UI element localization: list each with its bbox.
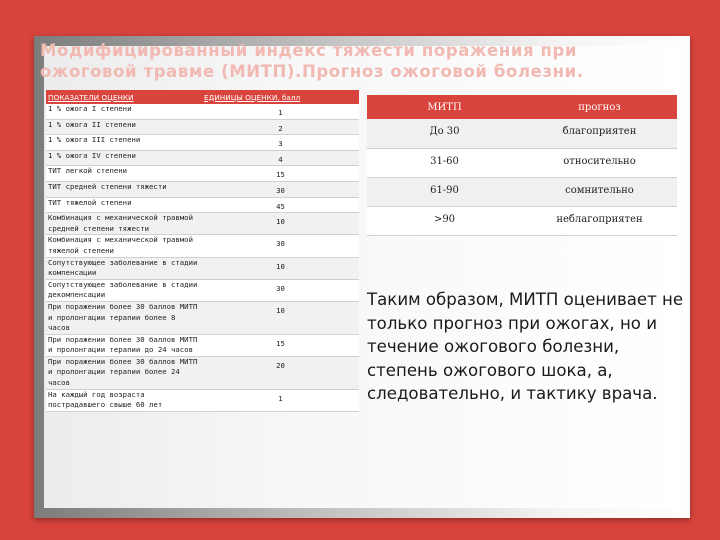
scoring-points: 20: [202, 356, 359, 389]
scoring-indicator: Комбинация с механической травмой тяжелой степени: [46, 235, 202, 257]
scoring-row: [46, 235, 359, 257]
scoring-row: [46, 334, 359, 356]
scoring-indicator: ТИТ средней степени тяжести: [46, 181, 202, 197]
prognosis-header-mitp: МИТП: [367, 95, 522, 119]
prognosis-row: [367, 206, 677, 235]
scoring-indicator: 1 % ожога III степени: [46, 135, 202, 151]
prognosis-table: [367, 95, 677, 236]
prognosis-row: [367, 148, 677, 177]
scoring-row: [46, 197, 359, 213]
prognosis-value: благоприятен: [522, 119, 677, 148]
scoring-row: [46, 213, 359, 235]
scoring-indicator: 1 % ожога I степени: [46, 104, 202, 119]
scoring-row: [46, 301, 359, 334]
scoring-points: 10: [202, 301, 359, 334]
scoring-indicator: Комбинация с механической травмой средней степени тяжести: [46, 213, 202, 235]
scoring-points: 30: [202, 235, 359, 257]
scoring-header-units: ЕДИНИЦЫ ОЦЕНКИ, балл: [202, 90, 359, 104]
scoring-points: 30: [202, 181, 359, 197]
scoring-indicator: 1 % ожога II степени: [46, 119, 202, 135]
prognosis-value: относительно: [522, 148, 677, 177]
scoring-indicator: 1 % ожога IV степени: [46, 150, 202, 166]
scoring-indicator: Сопутствующее заболевание в стадии декомпенсации: [46, 279, 202, 301]
scoring-points: 1: [202, 104, 359, 119]
scoring-row: [46, 135, 359, 151]
slide-title: Модифицированный индекс тяжести поражения при ожоговой травме (МИТП).Прогноз ожоговой болезни.: [40, 41, 584, 81]
prognosis-value: сомнительно: [522, 177, 677, 206]
scoring-indicator: При поражении более 30 баллов МИТП и пролонгации терапии более 24 часов: [46, 356, 202, 389]
scoring-points: 45: [202, 197, 359, 213]
scoring-points: 1: [202, 389, 359, 411]
scoring-table: [46, 90, 359, 412]
prognosis-value: неблагоприятен: [522, 206, 677, 235]
scoring-indicator: ТИТ легкой степени: [46, 166, 202, 182]
scoring-row: [46, 389, 359, 411]
scoring-points: 10: [202, 213, 359, 235]
scoring-row: [46, 356, 359, 389]
scoring-header-indicator: ПОКАЗАТЕЛИ ОЦЕНКИ: [46, 90, 202, 104]
scoring-points: 4: [202, 150, 359, 166]
scoring-table-body: [46, 104, 359, 411]
scoring-table-header: [46, 90, 359, 104]
prognosis-mitp-range: >90: [367, 206, 522, 235]
prognosis-mitp-range: До 30: [367, 119, 522, 148]
prognosis-mitp-range: 61-90: [367, 177, 522, 206]
conclusion-text: Таким образом, МИТП оценивает не только прогноз при ожогах, но и течение ожогового болезни, степень ожогового шока, а, следовательно, и тактику врача.: [367, 290, 684, 403]
scoring-points: 15: [202, 334, 359, 356]
scoring-row: [46, 166, 359, 182]
scoring-points: 2: [202, 119, 359, 135]
scoring-row: [46, 279, 359, 301]
scoring-row: [46, 104, 359, 119]
scoring-row: [46, 257, 359, 279]
scoring-row: [46, 150, 359, 166]
scoring-points: 15: [202, 166, 359, 182]
scoring-indicator: ТИТ тяжелой степени: [46, 197, 202, 213]
scoring-row: [46, 119, 359, 135]
prognosis-header-prognosis: прогноз: [522, 95, 677, 119]
scoring-points: 30: [202, 279, 359, 301]
scoring-points: 3: [202, 135, 359, 151]
prognosis-mitp-range: 31-60: [367, 148, 522, 177]
prognosis-table-header: [367, 95, 677, 119]
scoring-indicator: При поражении более 30 баллов МИТП и пролонгации терапии до 24 часов: [46, 334, 202, 356]
prognosis-row: [367, 177, 677, 206]
scoring-row: [46, 181, 359, 197]
scoring-indicator: Сопутствующее заболевание в стадии компенсации: [46, 257, 202, 279]
scoring-indicator: На каждый год возраста пострадавшего свыше 60 лет: [46, 389, 202, 411]
scoring-points: 10: [202, 257, 359, 279]
scoring-indicator: При поражении более 30 баллов МИТП и пролонгации терапии более 8 часов: [46, 301, 202, 334]
prognosis-table-body: [367, 119, 677, 235]
prognosis-row: [367, 119, 677, 148]
